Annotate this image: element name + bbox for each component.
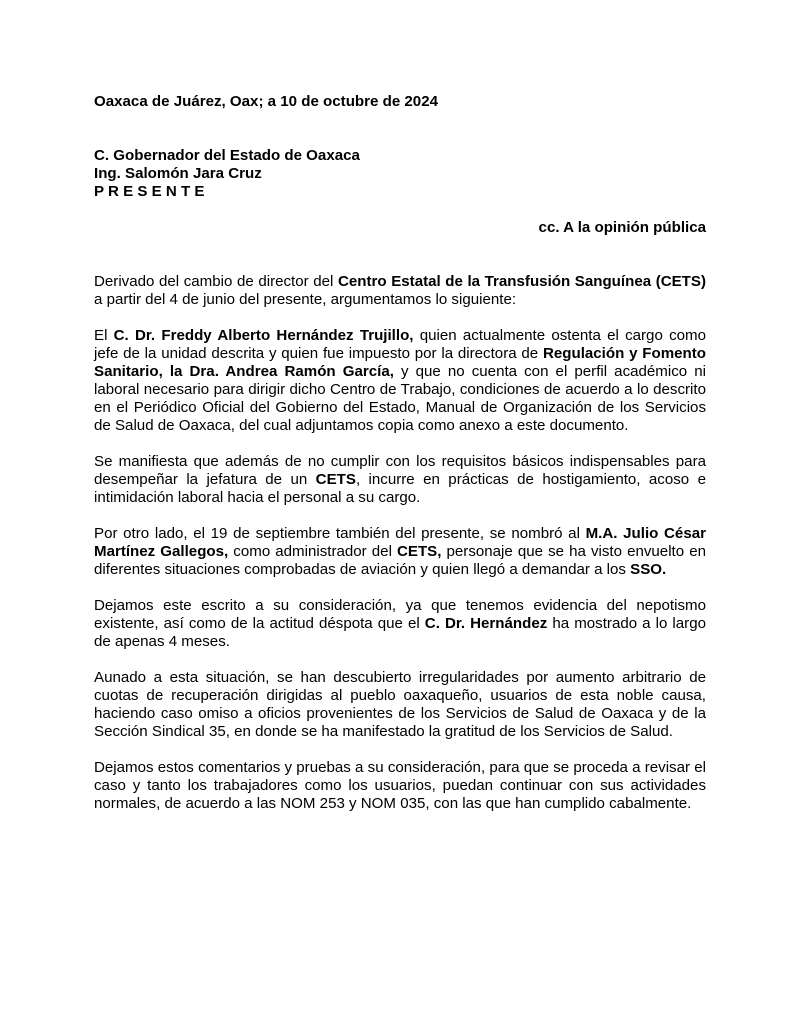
paragraph-7: Dejamos estos comentarios y pruebas a su consideración, para que se proceda a revisar el caso y tanto los trabajadores como los usuarios, puedan continuar con sus actividades normales, de acuerdo a las NOM 253 y NOM 035, con las que han cumplido cabalmente. xyxy=(94,759,706,812)
paragraph-3 xyxy=(94,453,706,507)
p1-text-1: Derivado del cambio de director del xyxy=(94,273,338,290)
recipient-name: Ing. Salomón Jara Cruz xyxy=(94,165,262,182)
paragraph-5 xyxy=(94,597,706,651)
recipient-title: C. Gobernador del Estado de Oaxaca xyxy=(94,147,360,164)
dateline: Oaxaca de Juárez, Oax; a 10 de octubre de 2024 xyxy=(94,93,438,110)
paragraph-1 xyxy=(94,273,706,309)
p3-bold-cets: CETS xyxy=(315,471,356,488)
recipient-presente: P R E S E N T E xyxy=(94,183,205,200)
p2-text-3: y que no cuenta con el perfil académico ni laboral necesario para dirigir dicho Centro de Trabajo, condiciones de acuerdo a lo descrito en el Periódico Oficial del Gobierno del Estado, Manual de Organización de los Servicios de Salud de Oaxaca, del cual adjuntamos copia como anexo a este documento. xyxy=(94,363,706,434)
p4-text-2: como administrador del xyxy=(228,543,397,560)
p2-text-1: El xyxy=(94,327,114,344)
paragraph-2 xyxy=(94,327,706,435)
p3-text-1: Se manifiesta que además de no cumplir con los requisitos básicos indispensables para desempeñar la jefatura de un xyxy=(94,453,706,488)
p4-bold-cets: CETS, xyxy=(396,543,442,560)
p5-bold-hernandez: C. Dr. Hernández xyxy=(424,615,548,632)
letter-body xyxy=(94,93,706,813)
p4-bold-administrador: M.A. Julio César Martínez Gallegos, xyxy=(94,525,706,560)
p5-text-1: Dejamos este escrito a su consideración, ya que tenemos evidencia del nepotismo existente, así como de la actitud déspota que el xyxy=(94,597,706,632)
paragraph-4 xyxy=(94,525,706,579)
p1-text-2: a partir del 4 de junio del presente, argumentamos lo siguiente: xyxy=(94,291,517,308)
p4-bold-sso: SSO. xyxy=(630,561,667,578)
p2-bold-director: C. Dr. Freddy Alberto Hernández Trujillo, xyxy=(113,327,414,344)
p1-bold-cets: Centro Estatal de la Transfusión Sanguínea (CETS) xyxy=(337,273,706,290)
p2-text-2: quien actualmente ostenta el cargo como jefe de la unidad descrita y quien fue impuesto por la directora de xyxy=(94,327,706,362)
p2-bold-regulacion: Regulación y Fomento Sanitario, la Dra. Andrea Ramón García, xyxy=(94,345,706,380)
recipient-block xyxy=(94,147,706,201)
p4-text-3: personaje que se ha visto envuelto en diferentes situaciones comprobadas de aviación y quien llegó a demandar a los xyxy=(94,543,706,578)
p5-text-2: ha mostrado a lo largo de apenas 4 meses. xyxy=(94,615,706,650)
p3-text-2: , incurre en prácticas de hostigamiento, acoso e intimidación laboral hacia el personal a su cargo. xyxy=(94,471,707,506)
p4-text-1: Por otro lado, el 19 de septiembre también del presente, se nombró al xyxy=(94,525,586,542)
cc-line: cc. A la opinión pública xyxy=(538,219,706,236)
paragraph-6: Aunado a esta situación, se han descubierto irregularidades por aumento arbitrario de cuotas de recuperación dirigidas al pueblo oaxaqueño, usuarios de esta noble causa, haciendo caso omiso a oficios provenientes de los Servicios de Salud de Oaxaca y de la Sección Sindical 35, en donde se ha manifestado la gratitud de los Servicios de Salud. xyxy=(94,669,706,740)
